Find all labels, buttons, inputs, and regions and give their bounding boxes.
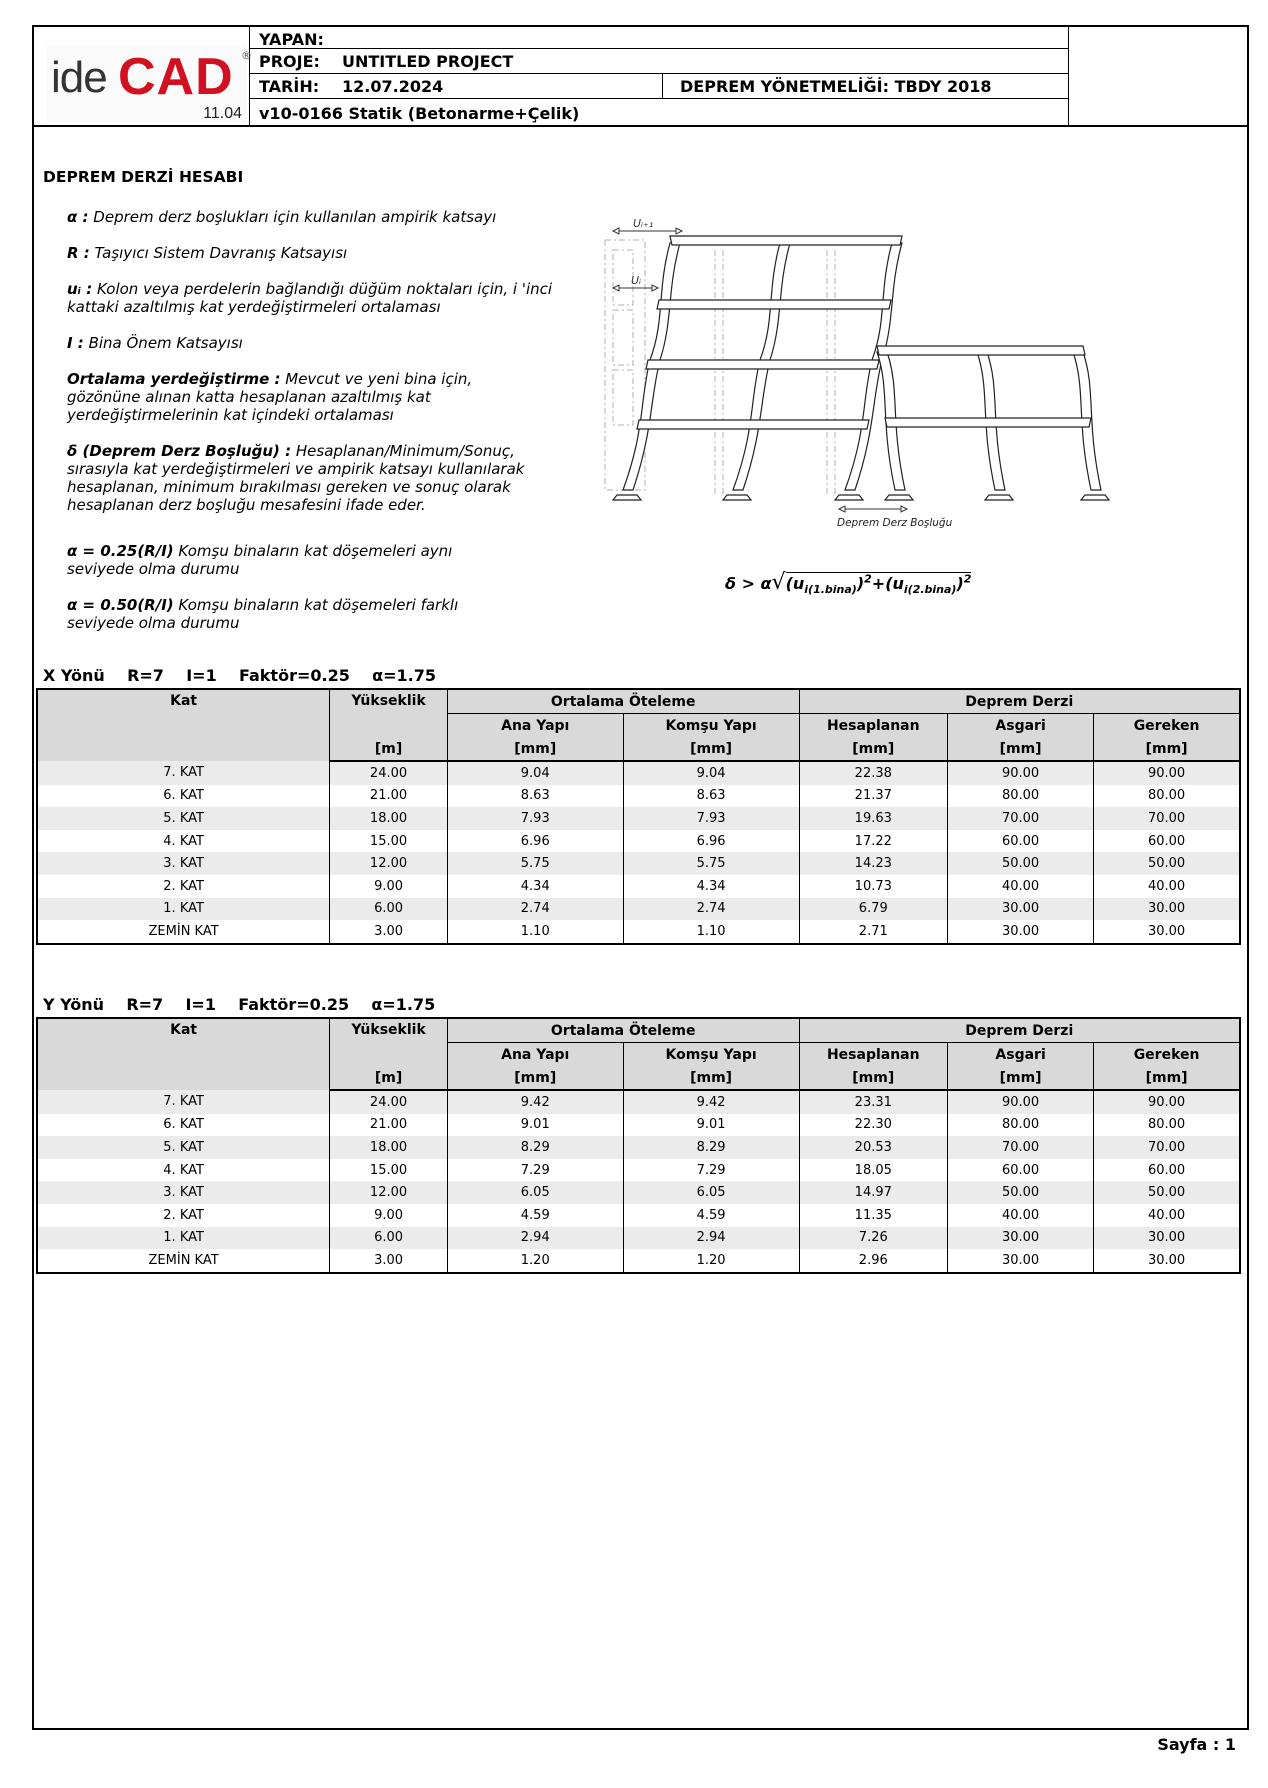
header-divider [662, 74, 663, 98]
table-cell: 30.00 [1094, 898, 1240, 921]
table-row [37, 1090, 1240, 1114]
table-cell: 15.00 [330, 830, 448, 853]
formula-term: u [892, 574, 904, 593]
table-row [37, 830, 1240, 853]
definition-term: α : [67, 208, 89, 226]
table-cell: 30.00 [1094, 1227, 1240, 1250]
table-cell: 11.35 [799, 1204, 948, 1227]
module-label: v10-0166 Statik (Betonarme+Çelik) [259, 104, 580, 123]
table-cell: 6.79 [799, 898, 948, 921]
table-cell: 6.05 [623, 1181, 799, 1204]
module-row [249, 99, 1068, 127]
tarih-value: 12.07.2024 [342, 77, 444, 96]
formula-exponent: 2 [963, 572, 972, 586]
table-cell: 60.00 [948, 1159, 1094, 1182]
col-ortalama-oteleme: Ortalama Öteleme [447, 689, 799, 714]
table-cell: 60.00 [1094, 830, 1240, 853]
table-cell: 60.00 [1094, 1159, 1240, 1182]
definition-alpha-050 [67, 596, 507, 632]
table-cell: 7. KAT [37, 761, 330, 785]
diagram-caption: Deprem Derz Boşluğu [837, 517, 953, 529]
table-cell: 22.38 [799, 761, 948, 785]
definition-i [67, 334, 567, 352]
table-cell: 7.93 [623, 807, 799, 830]
table-cell: 80.00 [1094, 785, 1240, 808]
table-cell: 2. KAT [37, 1204, 330, 1227]
table-cell: 12.00 [330, 852, 448, 875]
table-cell: 30.00 [948, 1227, 1094, 1250]
table-cell: 5. KAT [37, 807, 330, 830]
logo-version: 11.04 [203, 105, 242, 122]
table-cell: 18.00 [330, 1136, 448, 1159]
table-cell: 3. KAT [37, 1181, 330, 1204]
table-cell: 90.00 [948, 761, 1094, 785]
tarih-label: TARİH: [259, 77, 320, 96]
col-ana-yapi: Ana Yapı [447, 1043, 623, 1067]
table-cell: 5. KAT [37, 1136, 330, 1159]
label-ui: Uᵢ [631, 274, 642, 287]
definition-term: R : [67, 244, 90, 262]
table-cell: 6.00 [330, 898, 448, 921]
table-cell: 4. KAT [37, 830, 330, 853]
definition-term: α = 0.25(R/I) [67, 542, 174, 560]
definition-text: Hesaplanan/Minimum/Sonuç, sırasıyla kat yerdeğiştirmeleri ve ampirik katsayı kullanılarak hesaplanan, minimum bırakılması gereken ve sonuç olarak hesaplanan derz boşluğu mesafesini ifade eder. [67, 442, 525, 514]
table-cell: 12.00 [330, 1181, 448, 1204]
table-cell: 80.00 [948, 1114, 1094, 1137]
unit-m: [m] [330, 1066, 448, 1090]
tarih-row [249, 74, 1068, 99]
table-cell: ZEMİN KAT [37, 1249, 330, 1273]
y-table-body [37, 1090, 1240, 1273]
col-komsu-yapi: Komşu Yapı [623, 714, 799, 738]
formula-lhs: δ > α [725, 574, 772, 593]
idecad-logo [46, 45, 252, 123]
formula-exponent: 2 [864, 572, 872, 586]
table-cell: 9.04 [623, 761, 799, 785]
definition-ui [67, 280, 567, 316]
unit-mm: [mm] [623, 1066, 799, 1090]
table-cell: 3.00 [330, 920, 448, 944]
table-cell: 90.00 [948, 1090, 1094, 1114]
unit-mm: [mm] [623, 737, 799, 761]
definition-text: Komşu binaların kat döşemeleri aynı seviyede olma durumu [67, 542, 453, 578]
col-asgari: Asgari [948, 714, 1094, 738]
table-cell: 90.00 [1094, 1090, 1240, 1114]
table-row [37, 807, 1240, 830]
definition-ortalama [67, 370, 507, 424]
definition-term: I : [67, 334, 84, 352]
definition-text: Bina Önem Katsayısı [83, 334, 243, 352]
label-ui-plus-1: Uᵢ₊₁ [633, 217, 654, 230]
table-cell: ZEMİN KAT [37, 920, 330, 944]
definition-term: δ (Deprem Derz Boşluğu) : [67, 442, 292, 460]
table-cell: 21.37 [799, 785, 948, 808]
table-cell: 18.00 [330, 807, 448, 830]
definition-text: Kolon veya perdelerin bağlandığı düğüm noktaları için, i 'inci kattaki azaltılmış kat yerdeğiştirmeleri ortalaması [67, 280, 553, 316]
table-cell: 90.00 [1094, 761, 1240, 785]
col-ana-yapi: Ana Yapı [447, 714, 623, 738]
table-cell: 2.96 [799, 1249, 948, 1273]
table-cell: 9.00 [330, 875, 448, 898]
col-ortalama-oteleme: Ortalama Öteleme [447, 1018, 799, 1043]
unit-mm: [mm] [948, 737, 1094, 761]
table-cell: 8.29 [623, 1136, 799, 1159]
table-cell: 1.10 [623, 920, 799, 944]
table-cell: 19.63 [799, 807, 948, 830]
table-cell: 50.00 [948, 852, 1094, 875]
formula-subscript: i(1.bina) [804, 583, 857, 597]
definition-delta [67, 442, 567, 514]
table-cell: 1.10 [447, 920, 623, 944]
table-cell: 60.00 [948, 830, 1094, 853]
table-row [37, 1181, 1240, 1204]
col-gereken: Gereken [1094, 1043, 1240, 1067]
proje-value: UNTITLED PROJECT [342, 52, 514, 71]
unit-mm: [mm] [948, 1066, 1094, 1090]
definition-alpha-025 [67, 542, 507, 578]
definition-text: Taşıyıcı Sistem Davranış Katsayısı [89, 244, 348, 262]
table-cell: 2.71 [799, 920, 948, 944]
table-cell: 30.00 [948, 898, 1094, 921]
col-hesaplanan: Hesaplanan [799, 714, 948, 738]
table-cell: 24.00 [330, 761, 448, 785]
table-cell: 14.97 [799, 1181, 948, 1204]
definition-alpha [67, 208, 567, 226]
table-row [37, 1136, 1240, 1159]
col-gereken: Gereken [1094, 714, 1240, 738]
unit-m: [m] [330, 737, 448, 761]
page-title: DEPREM DERZİ HESABI [43, 168, 244, 186]
table-cell: 40.00 [1094, 875, 1240, 898]
table-cell: 2.74 [623, 898, 799, 921]
table-cell: 30.00 [948, 920, 1094, 944]
table-row [37, 761, 1240, 785]
y-direction-table [36, 1017, 1241, 1274]
table-cell: 80.00 [948, 785, 1094, 808]
table-cell: 2. KAT [37, 875, 330, 898]
unit-mm: [mm] [1094, 1066, 1240, 1090]
building-frames-illustration [595, 210, 1150, 529]
col-deprem-derzi: Deprem Derzi [799, 1018, 1240, 1043]
table-cell: 1.20 [447, 1249, 623, 1273]
table-row [37, 1227, 1240, 1250]
table-row [37, 898, 1240, 921]
table-cell: 50.00 [1094, 1181, 1240, 1204]
table-cell: 9.01 [447, 1114, 623, 1137]
unit-mm: [mm] [1094, 737, 1240, 761]
table-cell: 17.22 [799, 830, 948, 853]
table-row [37, 1249, 1240, 1273]
table-cell: 6.96 [447, 830, 623, 853]
definition-term: α = 0.50(R/I) [67, 596, 174, 614]
table-cell: 70.00 [1094, 1136, 1240, 1159]
sqrt-symbol: √ [771, 570, 786, 595]
logo-cell [34, 27, 250, 127]
seismic-gap-formula [725, 570, 971, 596]
table-cell: 1. KAT [37, 1227, 330, 1250]
table-cell: 6.00 [330, 1227, 448, 1250]
logo-prefix: ide [51, 53, 107, 102]
table-cell: 2.94 [623, 1227, 799, 1250]
table-cell: 8.29 [447, 1136, 623, 1159]
x-direction-title: X Yönü R=7 I=1 Faktör=0.25 α=1.75 [43, 666, 436, 685]
table-cell: 4.34 [623, 875, 799, 898]
table-cell: 18.05 [799, 1159, 948, 1182]
table-cell: 22.30 [799, 1114, 948, 1137]
yapan-row [249, 27, 1068, 49]
table-cell: 70.00 [948, 1136, 1094, 1159]
definition-text: Mevcut ve yeni bina için, gözönüne alınan katta hesaplanan azaltılmış kat yerdeğiştirmelerinin kat içindeki ortalaması [67, 370, 473, 424]
table-cell: 7. KAT [37, 1090, 330, 1114]
table-row [37, 852, 1240, 875]
table-cell: 20.53 [799, 1136, 948, 1159]
formula-term: u [792, 574, 805, 593]
col-deprem-derzi: Deprem Derzi [799, 689, 1240, 714]
table-cell: 9.00 [330, 1204, 448, 1227]
table-cell: 15.00 [330, 1159, 448, 1182]
table-row [37, 1114, 1240, 1137]
table-cell: 7.93 [447, 807, 623, 830]
table-cell: 6. KAT [37, 1114, 330, 1137]
unit-mm: [mm] [799, 1066, 948, 1090]
table-cell: 21.00 [330, 785, 448, 808]
proje-label: PROJE: [259, 52, 320, 71]
x-direction-table [36, 688, 1241, 945]
table-cell: 40.00 [948, 1204, 1094, 1227]
table-cell: 30.00 [1094, 920, 1240, 944]
table-cell: 50.00 [1094, 852, 1240, 875]
table-cell: 40.00 [948, 875, 1094, 898]
table-cell: 7.29 [623, 1159, 799, 1182]
table-cell: 21.00 [330, 1114, 448, 1137]
table-cell: 9.01 [623, 1114, 799, 1137]
col-komsu-yapi: Komşu Yapı [623, 1043, 799, 1067]
definition-r [67, 244, 567, 262]
table-cell: 30.00 [948, 1249, 1094, 1273]
table-cell: 8.63 [623, 785, 799, 808]
table-cell: 70.00 [1094, 807, 1240, 830]
table-cell: 14.23 [799, 852, 948, 875]
table-cell: 3.00 [330, 1249, 448, 1273]
y-direction-title: Y Yönü R=7 I=1 Faktör=0.25 α=1.75 [43, 995, 436, 1014]
proje-row [249, 49, 1068, 74]
col-kat: Kat [37, 689, 330, 761]
table-cell: 10.73 [799, 875, 948, 898]
unit-mm: [mm] [799, 737, 948, 761]
col-kat: Kat [37, 1018, 330, 1090]
page-number: Sayfa : 1 [1157, 1735, 1236, 1754]
definitions-list [67, 208, 597, 650]
table-row [37, 785, 1240, 808]
table-cell: 4.59 [447, 1204, 623, 1227]
col-hesaplanan: Hesaplanan [799, 1043, 948, 1067]
report-header [32, 25, 1249, 127]
x-table-body [37, 761, 1240, 944]
table-cell: 4.59 [623, 1204, 799, 1227]
table-cell: 24.00 [330, 1090, 448, 1114]
table-cell: 9.42 [623, 1090, 799, 1114]
unit-mm: [mm] [447, 737, 623, 761]
table-cell: 70.00 [948, 807, 1094, 830]
table-cell: 1.20 [623, 1249, 799, 1273]
table-cell: 23.31 [799, 1090, 948, 1114]
table-row [37, 1204, 1240, 1227]
table-cell: 50.00 [948, 1181, 1094, 1204]
table-cell: 4. KAT [37, 1159, 330, 1182]
formula-subscript: i(2.bina) [903, 583, 957, 597]
definition-text: Deprem derz boşlukları için kullanılan ampirik katsayı [88, 208, 497, 226]
table-row [37, 875, 1240, 898]
table-cell: 80.00 [1094, 1114, 1240, 1137]
table-cell: 6.96 [623, 830, 799, 853]
unit-mm: [mm] [447, 1066, 623, 1090]
table-cell: 4.34 [447, 875, 623, 898]
formula-plus: + [871, 574, 886, 593]
table-cell: 40.00 [1094, 1204, 1240, 1227]
table-cell: 5.75 [447, 852, 623, 875]
seismic-gap-diagram [595, 210, 1150, 529]
logo-main: CAD [118, 48, 234, 106]
table-cell: 1. KAT [37, 898, 330, 921]
table-cell: 30.00 [1094, 1249, 1240, 1273]
table-cell: 7.29 [447, 1159, 623, 1182]
table-cell: 3. KAT [37, 852, 330, 875]
table-cell: 8.63 [447, 785, 623, 808]
registered-mark: ® [241, 49, 252, 62]
header-blank-cell [1068, 27, 1250, 127]
table-cell: 5.75 [623, 852, 799, 875]
table-cell: 2.74 [447, 898, 623, 921]
col-asgari: Asgari [948, 1043, 1094, 1067]
table-cell: 6.05 [447, 1181, 623, 1204]
table-cell: 7.26 [799, 1227, 948, 1250]
col-yukseklik: Yükseklik [330, 1018, 448, 1066]
table-cell: 9.04 [447, 761, 623, 785]
table-cell: 9.42 [447, 1090, 623, 1114]
table-cell: 6. KAT [37, 785, 330, 808]
yapan-label: YAPAN: [259, 30, 324, 49]
definition-text: Komşu binaların kat döşemeleri farklı seviyede olma durumu [67, 596, 459, 632]
definition-term: uᵢ : [67, 280, 93, 298]
table-row [37, 1159, 1240, 1182]
table-row [37, 920, 1240, 944]
formula-radicand: $(u_{i(1.bina)})^2+(u_{i(2.bina)})^2$ [785, 572, 972, 597]
definition-term: Ortalama yerdeğiştirme : [67, 370, 281, 388]
regulation-label: DEPREM YÖNETMELİĞİ: TBDY 2018 [680, 77, 992, 96]
col-yukseklik: Yükseklik [330, 689, 448, 737]
table-cell: 2.94 [447, 1227, 623, 1250]
